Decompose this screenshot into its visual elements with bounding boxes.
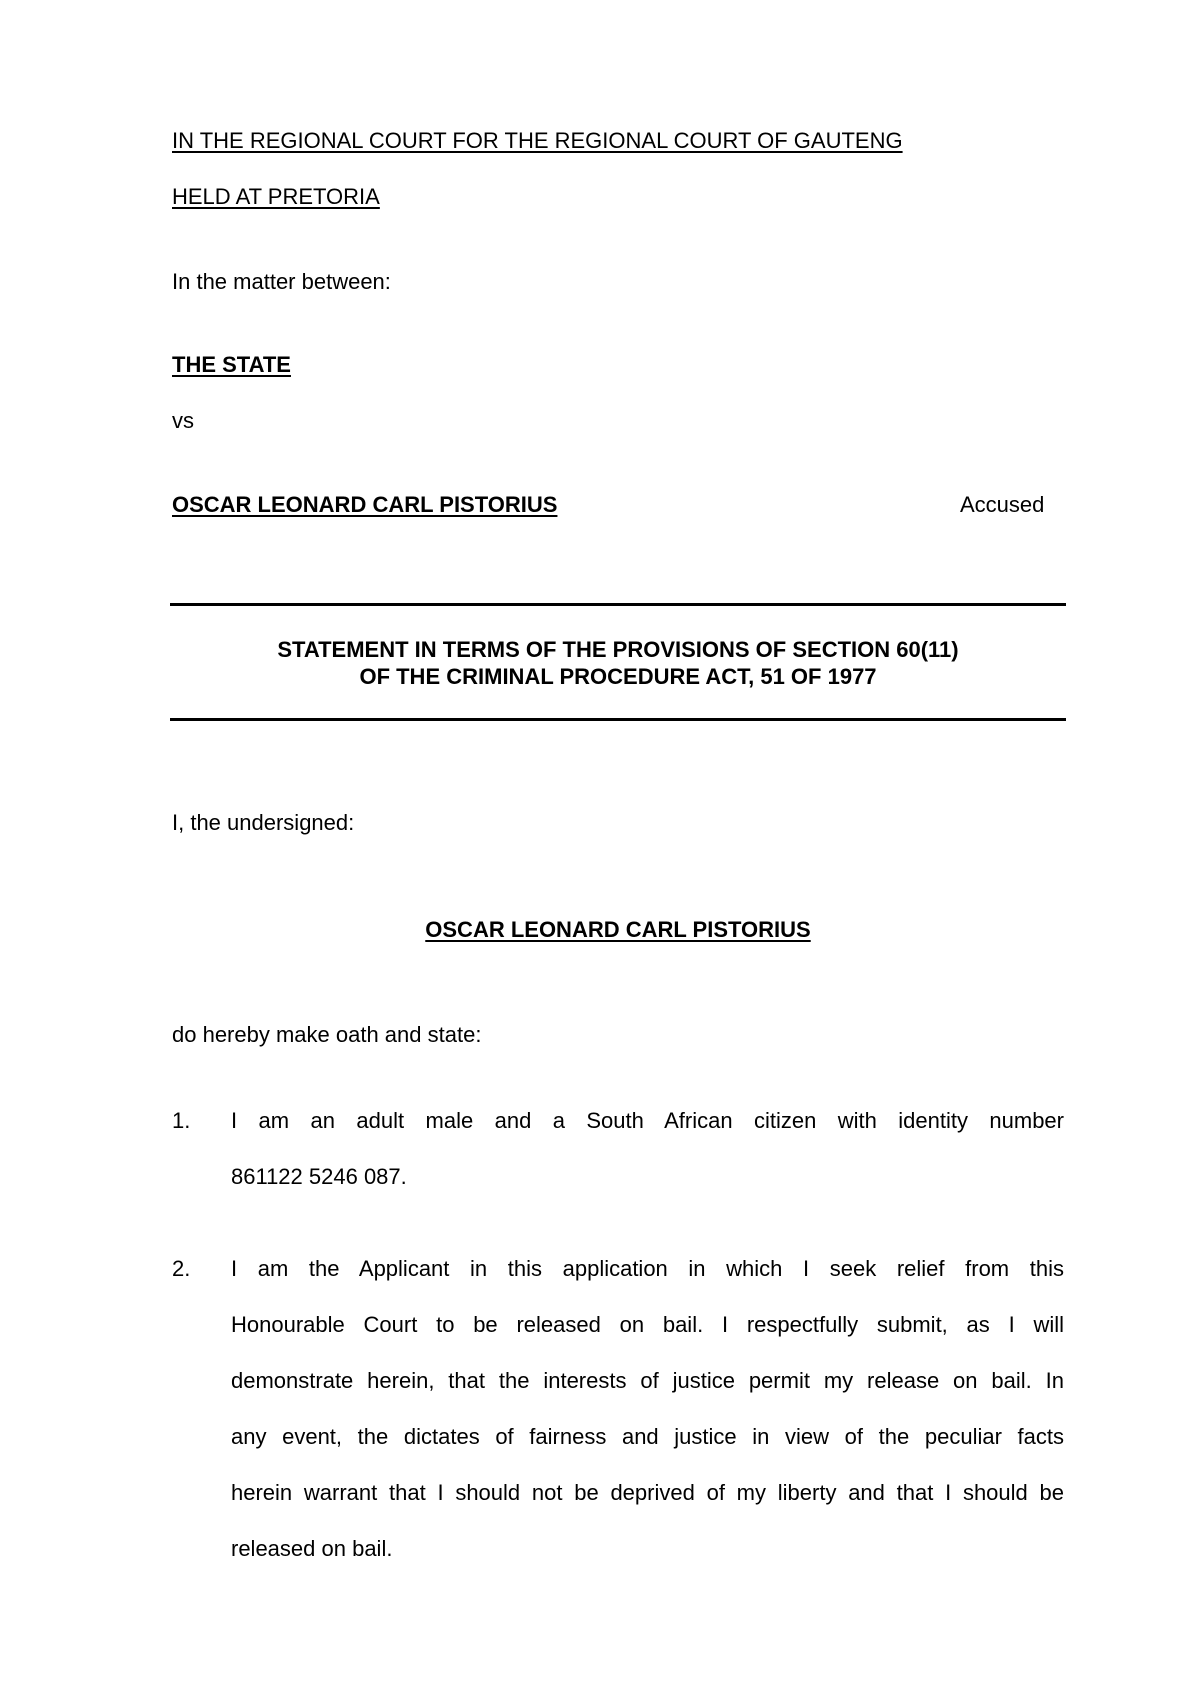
matter-between-text: In the matter between:: [172, 269, 391, 294]
paragraph-line: 861122 5246 087.: [231, 1164, 407, 1189]
statement-title-line2: OF THE CRIMINAL PROCEDURE ACT, 51 OF 1977: [359, 664, 877, 689]
court-heading: IN THE REGIONAL COURT FOR THE REGIONAL COURT OF GAUTENG: [172, 128, 903, 153]
title-bottom-rule: [170, 718, 1066, 721]
plaintiff-name: THE STATE: [172, 352, 291, 377]
accused-role: Accused: [960, 492, 1045, 517]
oath-text: do hereby make oath and state:: [172, 1022, 482, 1047]
paragraph-line: herein warrant that I should not be deprived of my liberty and that I should be: [231, 1480, 1064, 1505]
title-top-rule: [170, 603, 1066, 606]
statement-title-line1: STATEMENT IN TERMS OF THE PROVISIONS OF SECTION 60(11): [277, 637, 959, 662]
paragraph-line: Honourable Court to be released on bail. I respectfully submit, as I will: [231, 1312, 1064, 1337]
paragraph-number: 1.: [172, 1108, 191, 1133]
versus-text: vs: [172, 408, 194, 433]
paragraph-number: 2.: [172, 1256, 191, 1281]
accused-name: OSCAR LEONARD CARL PISTORIUS: [172, 492, 558, 517]
paragraph-2: [231, 1241, 1064, 1577]
paragraph-line: I am the Applicant in this application in which I seek relief from this: [231, 1256, 1064, 1281]
undersigned-intro: I, the undersigned:: [172, 810, 355, 835]
paragraph-1: [231, 1093, 1064, 1205]
paragraph-line: demonstrate herein, that the interests of justice permit my release on bail. In: [231, 1368, 1064, 1393]
held-at-heading: HELD AT PRETORIA: [172, 184, 380, 209]
deponent-name: OSCAR LEONARD CARL PISTORIUS: [425, 917, 811, 942]
paragraph-line: any event, the dictates of fairness and justice in view of the peculiar facts: [231, 1424, 1064, 1449]
paragraph-line: I am an adult male and a South African citizen with identity number: [231, 1108, 1064, 1133]
paragraph-line: released on bail.: [231, 1536, 393, 1561]
